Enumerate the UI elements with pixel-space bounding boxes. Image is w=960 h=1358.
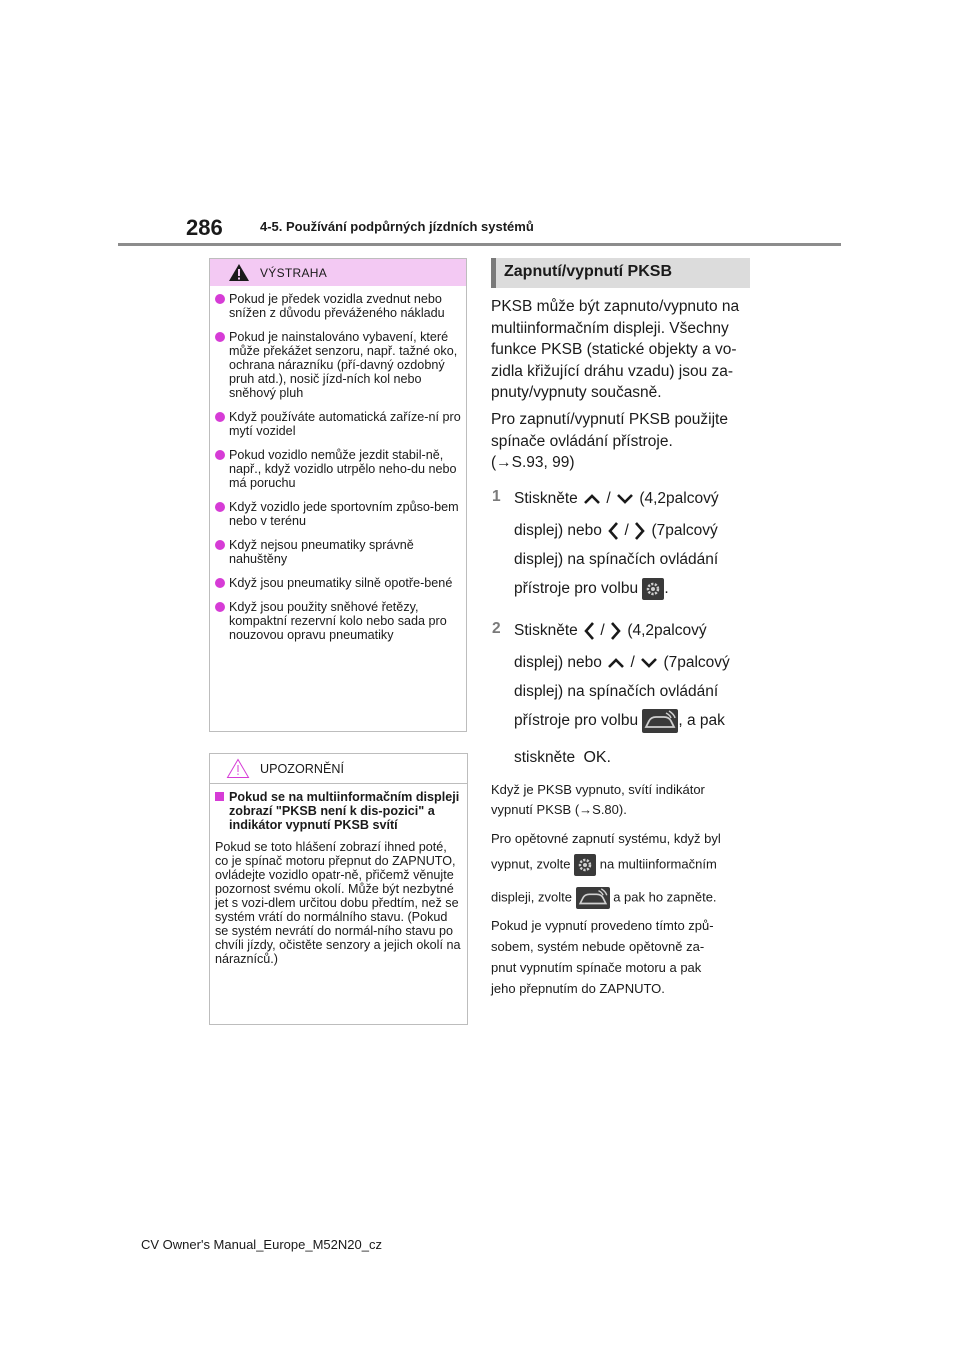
chevron-right-icon <box>633 520 647 542</box>
bullet-icon <box>215 502 225 512</box>
bullet-icon <box>215 412 225 422</box>
square-bullet-icon <box>215 792 224 801</box>
bullet-icon <box>215 540 225 550</box>
pksb-heading-text: Zapnutí/vypnutí PKSB <box>504 263 672 280</box>
step-1-line-1: Stiskněte / (4,2palcový <box>514 490 719 507</box>
note-reenable-line-3: displeji, zvolte a pak ho zapněte. <box>491 887 717 909</box>
step-2-line-3: displej) na spínačích ovládání <box>514 683 719 700</box>
footer-manual-id: CV Owner's Manual_Europe_M52N20_cz <box>141 1237 382 1252</box>
settings-gear-icon <box>574 854 596 876</box>
pksb-car-sensor-icon <box>576 887 610 909</box>
chevron-down-icon <box>639 656 659 670</box>
pksb-usage: Pro zapnutí/vypnutí PKSB použijte spínače ovládání přístroje. (→S.93, 99) <box>491 411 728 471</box>
step-1-number: 1 <box>492 488 501 505</box>
warning-list <box>210 286 466 642</box>
step-2-line-5: stiskněte OK. <box>514 749 611 766</box>
chevron-left-icon <box>582 620 596 642</box>
note-reenable-line-1: Pro opětovné zapnutí systému, když byl <box>491 831 721 846</box>
list-item: Když vozidlo jede sportovním způso-bem nebo v terénu <box>215 500 462 528</box>
chevron-down-icon <box>615 492 635 506</box>
chevron-up-icon <box>606 656 626 670</box>
bullet-icon <box>215 450 225 460</box>
bullet-icon <box>215 332 225 342</box>
pksb-intro: PKSB může být zapnuto/vypnuto na multiinformačním displeji. Všechny funkce PKSB (statické objekty a vo- zidla křižující dráhu vzadu) jsou za- pnuty/vypnuty současně. <box>491 298 740 401</box>
chevron-right-icon <box>609 620 623 642</box>
bullet-icon <box>215 602 225 612</box>
step-1-line-4: přístroje pro volbu . <box>514 578 669 600</box>
caution-header <box>210 754 467 784</box>
caution-body: Pokud se toto hlášení zobrazí ihned poté, co je spínač motoru přepnut do ZAPNUTO, ovládejte vozidlo opatr-ně, přičemž věnujte pozornost svému okolí. Může být nezbytné jet s vozi-dlem určitou dobu předtím, než se systém vrátí do normálního stavu. (Pokud se systém nevrátí do normál-ního stavu po chvíli jízdy, očistěte senzory a jejich okolí na nárazníců.) <box>215 840 461 966</box>
step-2-line-2: displej) nebo / (7palcový <box>514 654 730 671</box>
pksb-car-sensor-icon <box>642 709 678 733</box>
section-title: 4-5. Používání podpůrných jízdních systémů <box>260 219 534 234</box>
note-reenable-line-2: vypnut, zvolte na multiinformačním <box>491 854 717 876</box>
step-1-line-2: displej) nebo / (7palcový <box>514 520 718 542</box>
list-item: Když nejsou pneumatiky správně nahuštěny <box>215 538 462 566</box>
note-indicator: Když je PKSB vypnuto, svítí indikátor vypnutí PKSB (→S.80). <box>491 782 705 817</box>
caution-triangle-icon <box>226 758 250 779</box>
bullet-icon <box>215 294 225 304</box>
list-item: Pokud je předek vozidla zvednut nebo snížen z důvodu převáženého nákladu <box>215 292 462 320</box>
list-item: Pokud je nainstalováno vybavení, které může překážet senzoru, např. tažné oko, ochrana nárazníku (pří-davný ozdobný pruh atd.), nosič jízd-ních kol nebo sněhový pluh <box>215 330 462 400</box>
step-2-line-4: přístroje pro volbu , a pak <box>514 709 725 733</box>
list-item: Když používáte automatická zaříze-ní pro mytí vozidel <box>215 410 462 438</box>
warning-header <box>210 259 466 286</box>
list-item: Když jsou pneumatiky silně opotře-bené <box>215 576 462 590</box>
caution-item-heading: Pokud se na multiinformačním displeji zobrazí "PKSB není k dis-pozici" a indikátor vypnutí PKSB svítí <box>215 790 463 832</box>
caution-title: UPOZORNĚNÍ <box>260 762 344 776</box>
pksb-section-heading <box>491 258 750 288</box>
settings-gear-icon <box>642 578 664 600</box>
step-2-number: 2 <box>492 620 501 637</box>
warning-box <box>209 258 467 732</box>
warning-triangle-icon <box>228 263 250 282</box>
warning-title: VÝSTRAHA <box>260 266 328 280</box>
bullet-icon <box>215 578 225 588</box>
step-2-line-1: Stiskněte / (4,2palcový <box>514 620 707 642</box>
chevron-left-icon <box>606 520 620 542</box>
ok-button-label: OK <box>583 749 607 766</box>
page-number: 286 <box>186 215 223 240</box>
step-1-line-3: displej) na spínačích ovládání <box>514 551 719 568</box>
list-item: Pokud vozidlo nemůže jezdit stabil-ně, např., když vozidlo utrpělo neho-du nebo má poruchu <box>215 448 462 490</box>
caution-box <box>209 753 468 1025</box>
chevron-up-icon <box>582 492 602 506</box>
note-reenable-rest: Pokud je vypnutí provedeno tímto způ- sobem, systém nebude opětovně za- pnut vypnutím spínače motoru a pak jeho přepnutím do ZAPNUTO. <box>491 918 714 996</box>
header-rule <box>118 243 841 246</box>
list-item: Když jsou použity sněhové řetězy, kompaktní rezervní kolo nebo sada pro nouzovou opravu pneumatiky <box>215 600 462 642</box>
